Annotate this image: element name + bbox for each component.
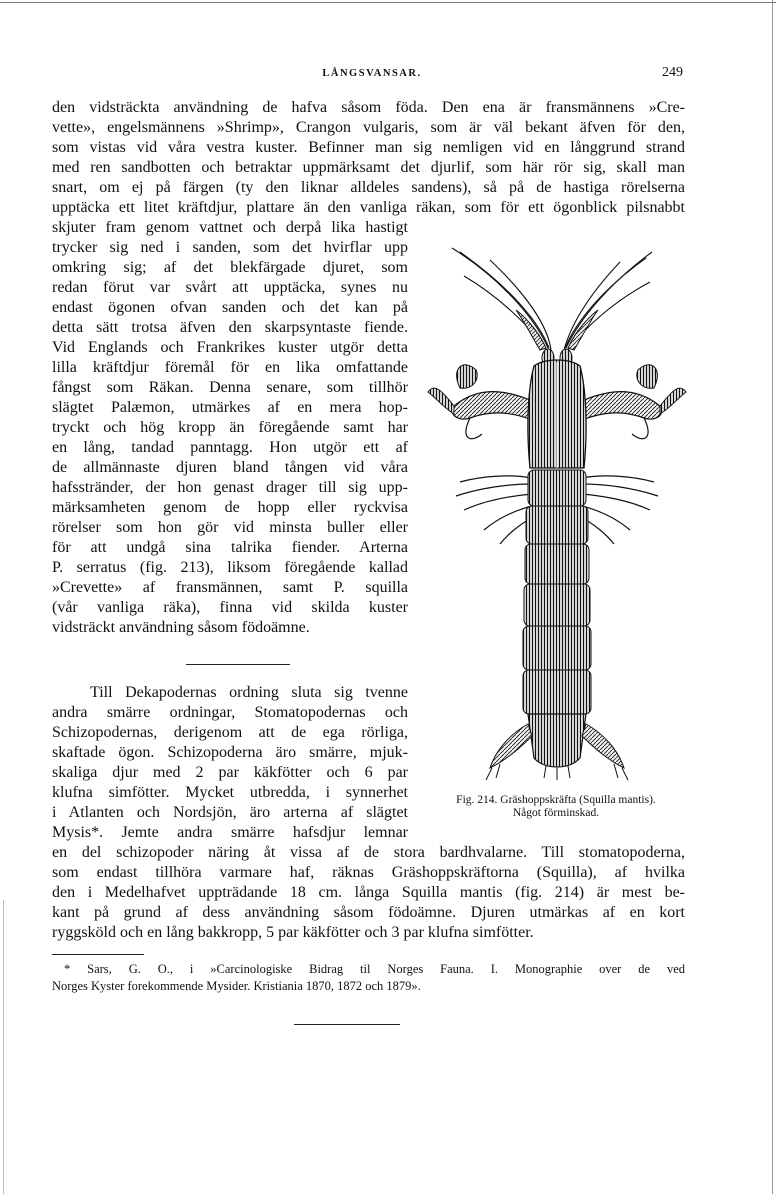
footnote-line: Norges Kyster forekommende Mysider. Kristiania 1870, 1872 och 1879».: [52, 979, 421, 993]
figure-caption-line: Fig. 214. Gräshoppskräfta (Squilla mantis).: [456, 794, 656, 806]
body-line: som vistas vid våra vestra kuster. Befinner man sig nemligen vid en långgrund strand: [52, 139, 685, 156]
scan-edge-left: [3, 900, 4, 1194]
page-number: 249: [662, 65, 683, 80]
body-line: hafsstränder, der hon genast drager till sig upp-: [52, 479, 408, 496]
paragraph-line: en del schizopoder näring åt vissa af de stora bardhvalarne. Till stomatopoderna,: [52, 844, 685, 861]
body-line: för att undgå sina talrika fiender. Arterna: [52, 539, 408, 556]
body-line: Vid Englands och Frankrikes kuster utgör detta: [52, 339, 408, 356]
body-line: P. serratus (fig. 213), liksom föregående kallad: [52, 559, 408, 576]
body-line: »Crevette» af fransmännen, samt P. squilla: [52, 579, 408, 596]
body-line: omkring sig; af det blekfärgade djuret, som: [52, 259, 408, 276]
paragraph-line: Mysis*. Jemte andra smärre hafsdjur lemnar: [52, 824, 408, 841]
body-line: tryckt och hög kropp än föregående samt har: [52, 419, 408, 436]
body-line: den vidsträckta användning de hafva såsom föda. Den ena är fransmännens »Cre-: [52, 99, 685, 116]
body-line: skjuter fram genom vattnet och derpå lika hastigt: [52, 219, 408, 236]
paragraph-line: kant på grund af dess användning såsom födoämne. Djuren utmärkas af en kort: [52, 904, 685, 921]
page-end-rule: [294, 1024, 400, 1025]
mantis-shrimp-illustration: [420, 238, 692, 798]
footnote-line: * Sars, G. O., i »Carcinologiske Bidrag til Norges Fauna. I. Monographie over de ved: [64, 962, 685, 976]
body-line: med ren sandbotten och betraktar uppmärksamt det djurlif, som här rör sig, skall man: [52, 159, 685, 176]
body-line: endast ögonen ofvan sanden och det kan på: [52, 299, 408, 316]
paragraph-line: i Atlanten och Nordsjön, äro arterna af slägtet: [52, 804, 408, 821]
paragraph-line: skaftade ögon. Schizopoderna äro smärre, mjuk-: [52, 744, 408, 761]
footnote-rule: [52, 954, 144, 955]
body-line: slägtet Palæmon, utmärkes af en mera hop-: [52, 399, 408, 416]
body-line: fångst som Räkan. Denna senare, som tillhör: [52, 379, 408, 396]
body-line: detta sätt trotsa äfven den skarpsyntaste fiende.: [52, 319, 408, 336]
paragraph-line: andra smärre ordningar, Stomatopodernas och: [52, 704, 408, 721]
paragraph-line: klufna simfötter. Mycket utbredda, i synnerhet: [52, 784, 408, 801]
paragraph-line: ryggsköld och en lång bakkropp, 5 par käkfötter och 3 par klufna simfötter.: [52, 924, 534, 941]
body-line: vette», engelsmännens »Shrimp», Crangon vulgaris, som är väl bekant äfven för den,: [52, 119, 685, 136]
body-line: rörelser som hon gör vid minsta buller eller: [52, 519, 408, 536]
body-line: lilla kräftdjur föremål för en lika omfattande: [52, 359, 408, 376]
scan-edge-top: [0, 2, 776, 3]
running-title: LÅNGSVANSAR.: [322, 68, 422, 79]
figure-caption: [422, 794, 690, 820]
paragraph-line: den i Medelhafvet uppträdande 18 cm. långa Squilla mantis (fig. 214) är mest be-: [52, 884, 685, 901]
body-line: (vår vanliga räka), finna vid skilda kuster: [52, 599, 408, 616]
body-line: de allmännaste djuren bland tången vid våra: [52, 459, 408, 476]
body-line: märksamheten genom de hopp eller ryckvisa: [52, 499, 408, 516]
body-line: upptäcka ett litet kräftdjur, plattare än den vanliga räkan, som för ett ögonblick pilsnabbt: [52, 199, 685, 216]
figure-caption-line: Något förminskad.: [512, 807, 600, 819]
scan-edge-right: [772, 0, 773, 1194]
body-line: redan förut var svårt att upptäcka, synes nu: [52, 279, 408, 296]
paragraph-line: Till Dekapodernas ordning sluta sig tvenne: [90, 684, 408, 701]
body-line: snart, om ej på färgen (ty den liknar alldeles sandens), så på de hastiga rörelserna: [52, 179, 685, 196]
body-line: vidsträckt användning såsom födoämne.: [52, 619, 310, 636]
paragraph-line: skaliga djur med 2 par käkfötter och 6 par: [52, 764, 408, 781]
body-line: trycker sig ned i sanden, som det hvirflar upp: [52, 239, 408, 256]
paragraph-line: som endast tillhöra varmare haf, räknas Gräshoppskräftorna (Squilla), af hvilka: [52, 864, 685, 881]
paragraph-line: Schizopodernas, derigenom att de ega rörliga,: [52, 724, 408, 741]
body-line: en lång, tandad panntagg. Hon utgör ett af: [52, 439, 408, 456]
section-divider: [186, 664, 290, 665]
